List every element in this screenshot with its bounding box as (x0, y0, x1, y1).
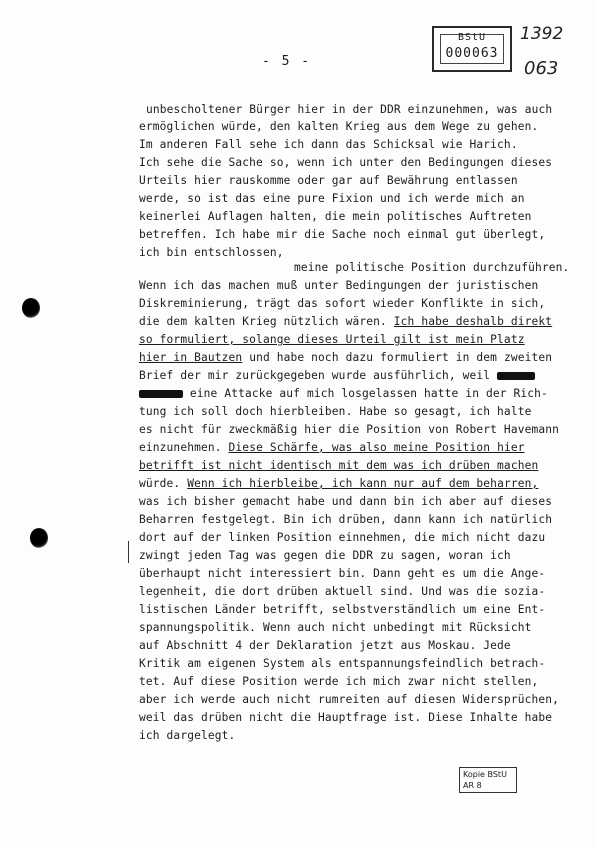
archive-stamp-number: 000063 (445, 46, 499, 61)
handwritten-folio-number: 1392 (520, 24, 564, 44)
underlined-text-line: betrifft ist nicht identisch mit dem was ich drüben machen (139, 459, 539, 472)
text-line: überhaupt nicht interessiert bin. Dann geht es um die Ange- (139, 567, 546, 580)
text-line (139, 477, 538, 490)
underlined-text-line: so formuliert, solange dieses Urteil gilt ist mein Platz (139, 333, 525, 346)
text-line: dort auf der linken Position einnehmen, die mich nicht dazu (139, 531, 546, 544)
handwritten-page-number: 063 (524, 58, 559, 79)
text-line: Im anderen Fall sehe ich dann das Schicksal wie Harich. (139, 138, 518, 151)
text-line: Urteils hier rauskomme oder gar auf Bewährung entlassen (139, 174, 518, 187)
text-line: werde, so ist das eine pure Fixion und ich werde mich an (139, 192, 525, 205)
text-fragment: einzunehmen. (139, 441, 222, 454)
redaction-mark (497, 372, 535, 380)
text-line: spannungspolitik. Wenn auch nicht unbedingt mit Rücksicht (139, 621, 532, 634)
text-line: Ich sehe die Sache so, wenn ich unter den Bedingungen dieses (139, 156, 553, 169)
copy-stamp-line: AR 8 (463, 781, 482, 790)
text-line: keinerlei Auflagen halten, die mein politisches Auftreten (139, 210, 532, 223)
text-fragment: eine Attacke auf mich losgelassen hatte in der Rich- (189, 387, 548, 400)
text-line (139, 351, 552, 364)
text-line: tet. Auf diese Position werde ich mich zwar nicht stellen, (139, 675, 539, 688)
copy-stamp-line: Kopie BStU (463, 770, 507, 779)
text-line: was ich bisher gemacht habe und dann bin ich aber auf dieses (139, 495, 553, 508)
underlined-text: hier in Bautzen (139, 351, 243, 364)
text-line: ich bin entschlossen, (139, 246, 284, 259)
text-line: meine politische Position durchzuführen. (294, 261, 570, 274)
text-line: auf Abschnitt 4 der Deklaration jetzt aus Moskau. Jede (139, 639, 511, 652)
text-line: Kritik am eigenen System als entspannungsfeindlich betrach- (139, 657, 546, 670)
text-line: ermöglichen würde, den kalten Krieg aus dem Wege zu gehen. (139, 120, 539, 133)
page-number: - 5 - (262, 54, 312, 69)
text-line: Diskreminierung, trägt das sofort wieder Konflikte in sich, (139, 297, 546, 310)
text-line (139, 315, 552, 328)
text-line (139, 369, 535, 382)
text-line: weil das drüben nicht die Hauptfrage ist. Diese Inhalte habe (139, 711, 553, 724)
text-line: listischen Länder betrifft, selbstverständlich um eine Ent- (139, 603, 546, 616)
copy-stamp (459, 767, 517, 793)
archive-stamp-label: BStU (457, 32, 487, 43)
text-fragment: und habe noch dazu formuliert in dem zweiten (249, 351, 553, 364)
text-line: es nicht für zweckmäßig hier die Position von Robert Havemann (139, 423, 560, 436)
text-line: Beharren festgelegt. Bin ich drüben, dann kann ich natürlich (139, 513, 553, 526)
text-line: tung ich soll doch hierbleiben. Habe so gesagt, ich halte (139, 405, 532, 418)
text-line: legenheit, die dort drüben aktuell sind. Und was die sozia- (139, 585, 546, 598)
underlined-text: Diese Schärfe, was also meine Position hier (228, 441, 525, 454)
text-line: betreffen. Ich habe mir die Sache noch einmal gut überlegt, (139, 228, 546, 241)
text-line: aber ich werde auch nicht rumreiten auf diesen Widersprüchen, (139, 693, 560, 706)
text-line: ich dargelegt. (139, 729, 236, 742)
text-fragment: würde. (139, 477, 181, 490)
redaction-mark (139, 390, 183, 398)
underlined-text: Wenn ich hierbleibe, ich kann nur auf dem beharren, (187, 477, 539, 490)
text-line (139, 441, 525, 454)
text-line: zwingt jeden Tag was gegen die DDR zu sagen, woran ich (139, 549, 511, 562)
text-fragment: die dem kalten Krieg nützlich wären. (139, 315, 387, 328)
text-line: unbescholtener Bürger hier in der DDR einzunehmen, was auch (146, 103, 553, 116)
text-line (139, 387, 548, 400)
underlined-text: Ich habe deshalb direkt (393, 315, 553, 328)
text-fragment: Brief der mir zurückgegeben wurde ausführlich, weil (139, 369, 491, 382)
text-line: Wenn ich das machen muß unter Bedingungen der juristischen (139, 279, 539, 292)
